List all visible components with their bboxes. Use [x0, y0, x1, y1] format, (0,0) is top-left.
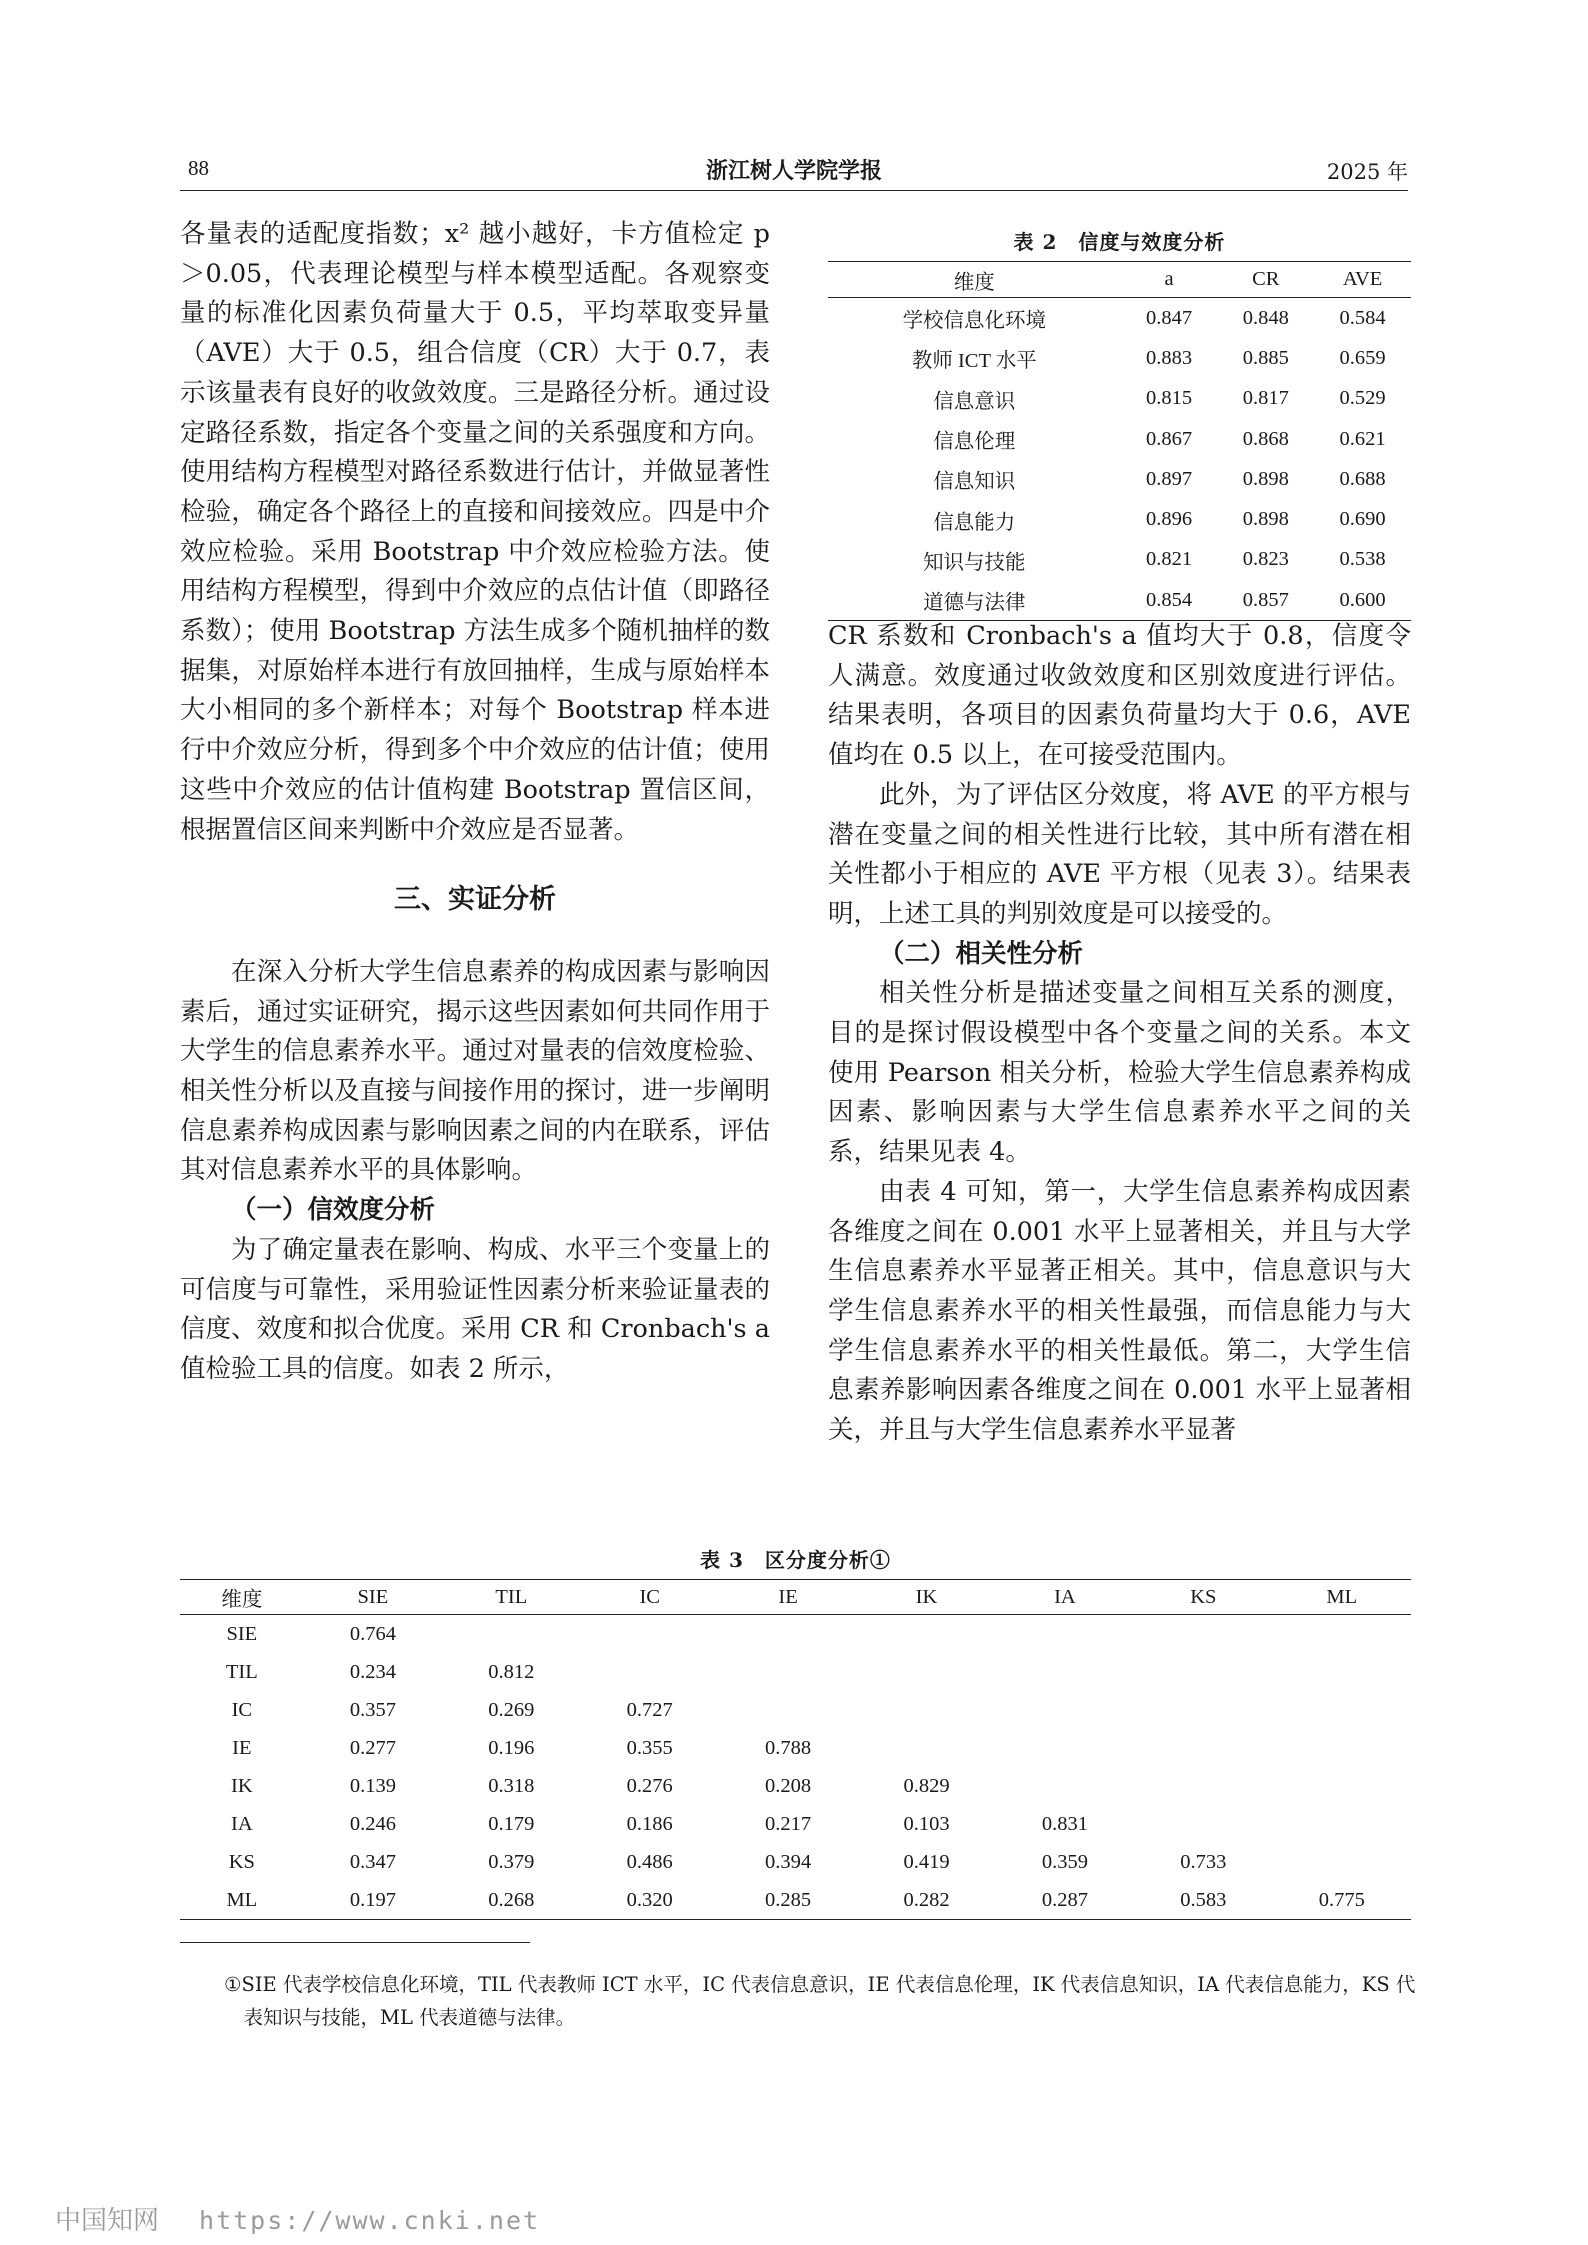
table3-cell: 0.186: [626, 1812, 673, 1835]
table3-cell: 0.320: [626, 1888, 673, 1911]
table3-cell: 0.831: [1041, 1812, 1088, 1835]
table3-cell: 0.775: [1318, 1888, 1365, 1911]
table3-cell: 0.812: [488, 1660, 535, 1683]
table3-cell: [1134, 1653, 1272, 1691]
table3-cell: [1273, 1805, 1411, 1843]
table3-header-cell: IA: [996, 1580, 1134, 1615]
table2-cell: 0.897: [1145, 467, 1193, 490]
table3-cell: 0.486: [626, 1850, 673, 1873]
table2-row: [828, 419, 1411, 459]
table3-cell: 0.287: [1041, 1888, 1088, 1911]
table2-cell: 0.898: [1242, 508, 1289, 531]
table2-row: [828, 580, 1411, 621]
table2-cell: 0.688: [1339, 467, 1386, 490]
table2-cell: 0.600: [1339, 588, 1386, 611]
table2-header-cell: CR: [1217, 262, 1314, 298]
table3-cell: 0.788: [765, 1736, 812, 1759]
table3-cell: 0.217: [765, 1812, 812, 1835]
table2-header-cell: 维度: [828, 262, 1121, 298]
watermark-url: https://www.cnki.net: [199, 2206, 541, 2235]
table3-cell: 0.764: [349, 1622, 396, 1645]
table2-cell: 0.621: [1339, 427, 1386, 450]
table2-header-cell: AVE: [1314, 262, 1411, 298]
table3-header-cell: TIL: [442, 1580, 580, 1615]
body-paragraph: 相关性分析是描述变量之间相互关系的测度，目的是探讨假设模型中各个变量之间的关系。本文使用 Pearson 相关分析，检验大学生信息素养构成因素、影响因素与大学生信息素养水平之间的关系，结果见表 4。: [828, 978, 1411, 1168]
table3-cell: 0.733: [1180, 1850, 1227, 1873]
page-number: 88: [188, 156, 209, 180]
body-paragraph: CR 系数和 Cronbach's a 值均大于 0.8，信度令人满意。效度通过收敛效度和区别效度进行评估。结果表明，各项目的因素负荷量均大于 0.6，AVE 值均在 0.5 以上，在可接受范围内。: [828, 621, 1411, 771]
subsection-title: （二）相关性分析: [879, 938, 1084, 969]
table3-header-cell: IC: [580, 1580, 718, 1615]
table2-cell: 信息伦理: [933, 431, 1016, 454]
publication-year: 2025 年: [1326, 160, 1408, 184]
table3-header-cell: SIE: [304, 1580, 442, 1615]
table2-row: [828, 499, 1411, 539]
table3-cell: [1273, 1729, 1411, 1767]
table3-cell: [996, 1729, 1134, 1767]
table3-cell: 0.318: [488, 1774, 535, 1797]
table3-cell: [1273, 1653, 1411, 1691]
table3-cell: 0.357: [349, 1698, 396, 1721]
table3-cell: [1134, 1729, 1272, 1767]
table3-cell: [580, 1653, 718, 1691]
subsection-title: （一）信效度分析: [231, 1195, 436, 1226]
table2-cell: 0.538: [1339, 548, 1386, 571]
table3-cell: [719, 1615, 857, 1654]
table3-cell: [1134, 1615, 1272, 1654]
watermark: [55, 2200, 540, 2237]
table3-caption: 表 3 区分度分析①: [700, 1548, 891, 1572]
table3-row: [180, 1881, 1411, 1920]
table2-header-cell: a: [1121, 262, 1218, 298]
table2-row: [828, 338, 1411, 378]
table3-cell: 0.276: [626, 1774, 673, 1797]
table3-cell: [996, 1767, 1134, 1805]
journal-title: 浙江树人学院学报: [705, 158, 882, 184]
table3-cell: SIE: [226, 1622, 258, 1645]
table3-cell: 0.583: [1180, 1888, 1227, 1911]
table2-cell: 0.823: [1242, 548, 1289, 571]
table3-header-cell: IE: [719, 1580, 857, 1615]
table2-row: [828, 298, 1411, 339]
table3-header-cell: ML: [1273, 1580, 1411, 1615]
table2-cell: 0.690: [1339, 508, 1386, 531]
table2-cell: 道德与法律: [923, 592, 1026, 615]
table3-cell: 0.829: [903, 1774, 950, 1797]
table3-cell: 0.394: [765, 1850, 812, 1873]
table3-cell: [857, 1729, 995, 1767]
table3-cell: [857, 1653, 995, 1691]
table2-cell: 0.817: [1242, 387, 1289, 410]
table2-cell: 0.868: [1242, 427, 1289, 450]
table3-cell: [580, 1615, 718, 1654]
table2: [828, 261, 1411, 621]
table3-cell: 0.268: [488, 1888, 535, 1911]
watermark-brand: 中国知网: [55, 2206, 160, 2236]
table3-cell: 0.282: [903, 1888, 950, 1911]
body-paragraph: 为了确定量表在影响、构成、水平三个变量上的可信度与可靠性，采用验证性因素分析来验证量表的信度、效度和拟合优度。采用 CR 和 Cronbach's a 值检验工具的信度。如表 2 所示，: [180, 1234, 770, 1384]
table3-cell: [1134, 1767, 1272, 1805]
table3-row: [180, 1767, 1411, 1805]
table3-cell: IK: [231, 1774, 253, 1797]
table3-row: [180, 1729, 1411, 1767]
table3-row: [180, 1843, 1411, 1881]
table3-row: [180, 1653, 1411, 1691]
table3-header-cell: KS: [1134, 1580, 1272, 1615]
table3-cell: [719, 1691, 857, 1729]
table3-cell: 0.379: [488, 1850, 535, 1873]
table2-cell: 信息能力: [933, 511, 1016, 534]
table3-cell: 0.727: [626, 1698, 673, 1721]
table3-cell: [1273, 1615, 1411, 1654]
body-paragraph: 各量表的适配度指数；x² 越小越好，卡方值检定 p＞0.05，代表理论模型与样本模型适配。各观察变量的标准化因素负荷量大于 0.5，平均萃取变异量（AVE）大于 0.5，组合信度（CR）大于 0.7，表示该量表有良好的收敛效度。三是路径分析。通过设定路径系数，指定各个变量之间的关系强度和方向。使用结构方程模型对路径系数进行估计，并做显著性检验，确定各个路径上的直接和间接效应。四是中介效应检验。采用 Bootstrap 中介效应检验方法。使用结构方程模型，得到中介效应的点估计值（即路径系数）；使用 Bootstrap 方法生成多个随机抽样的数据集，对原始样本进行有放回抽样，生成与原始样本大小相同的多个新样本；对每个 Bootstrap 样本进行中介效应分析，得到多个中介效应的估计值；使用这些中介效应的估计值构建 Bootstrap 置信区间，根据置信区间来判断中介效应是否显著。: [180, 219, 770, 845]
table2-cell: 信息意识: [933, 390, 1016, 413]
table3-header-cell: IK: [857, 1580, 995, 1615]
table3-cell: TIL: [225, 1660, 258, 1683]
footnote-divider: [180, 1942, 530, 1943]
table3-cell: 0.347: [349, 1850, 396, 1873]
table2-cell: 0.854: [1145, 588, 1193, 611]
table3-cell: 0.139: [349, 1774, 396, 1797]
table3-header-cell: 维度: [180, 1580, 304, 1615]
table2-cell: 0.848: [1242, 306, 1289, 329]
table3-cell: [857, 1615, 995, 1654]
table3-row: [180, 1805, 1411, 1843]
table3-cell: [996, 1615, 1134, 1654]
table2-cell: 0.815: [1145, 387, 1193, 410]
table3-cell: KS: [228, 1850, 255, 1873]
table2-row: [828, 540, 1411, 580]
table3-cell: IE: [232, 1736, 252, 1759]
table2-cell: 0.821: [1145, 548, 1193, 571]
table3-cell: 0.355: [626, 1736, 673, 1759]
table3-row: [180, 1691, 1411, 1729]
table2-cell: 信息知识: [933, 471, 1016, 494]
table2-caption: 表 2 信度与效度分析: [1013, 230, 1226, 254]
table3-cell: 0.208: [765, 1774, 812, 1797]
table3-cell: 0.179: [488, 1812, 535, 1835]
table3-cell: [1273, 1843, 1411, 1881]
table2-cell: 0.867: [1145, 427, 1193, 450]
table3-cell: 0.103: [903, 1812, 950, 1835]
table3-row: [180, 1615, 1411, 1654]
table3-cell: [857, 1691, 995, 1729]
table2-cell: 学校信息化环境: [902, 310, 1047, 333]
table3-cell: 0.359: [1041, 1850, 1088, 1873]
page-header: [180, 150, 1408, 191]
table3-cell: [996, 1691, 1134, 1729]
table2-cell: 0.847: [1145, 306, 1193, 329]
table3-cell: 0.285: [765, 1888, 812, 1911]
table3-cell: [1134, 1805, 1272, 1843]
table3-cell: [996, 1653, 1134, 1691]
table3-cell: 0.197: [349, 1888, 396, 1911]
table3-cell: IC: [231, 1698, 253, 1721]
table3-cell: IA: [231, 1812, 253, 1835]
table2-cell: 0.659: [1339, 346, 1386, 369]
footnote: ①SIE 代表学校信息化环境，TIL 代表教师 ICT 水平，IC 代表信息意识，IE 代表信息伦理，IK 代表信息知识，IA 代表信息能力，KS 代表知识与技能，ML 代表道德与法律。: [224, 1973, 1416, 2029]
table2-cell: 教师 ICT 水平: [911, 350, 1037, 373]
table3-cell: [1273, 1691, 1411, 1729]
table3-cell: [1134, 1691, 1272, 1729]
table3: [180, 1579, 1411, 1920]
table3-cell: [442, 1615, 580, 1654]
table2-row: [828, 459, 1411, 499]
table3-cell: ML: [226, 1888, 258, 1911]
table3-cell: 0.196: [488, 1736, 535, 1759]
body-paragraph: 此外，为了评估区分效度，将 AVE 的平方根与潜在变量之间的相关性进行比较，其中所有潜在相关性都小于相应的 AVE 平方根（见表 3）。结果表明，上述工具的判别效度是可以接受的。: [828, 779, 1411, 929]
table3-cell: [1273, 1767, 1411, 1805]
table3-cell: 0.246: [349, 1812, 396, 1835]
table3-cell: 0.234: [349, 1660, 396, 1683]
section-title: 三、实证分析: [394, 884, 556, 916]
table2-cell: 0.883: [1145, 346, 1193, 369]
table3-cell: 0.419: [903, 1850, 950, 1873]
left-column: [180, 215, 770, 1390]
table2-cell: 0.529: [1339, 387, 1386, 410]
right-column: [828, 617, 1411, 1451]
table3-cell: 0.277: [349, 1736, 396, 1759]
table2-row: [828, 379, 1411, 419]
body-paragraph: 在深入分析大学生信息素养的构成因素与影响因素后，通过实证研究，揭示这些因素如何共同作用于大学生的信息素养水平。通过对量表的信效度检验、相关性分析以及直接与间接作用的探讨，进一步阐明信息素养构成因素与影响因素之间的内在联系，评估其对信息素养水平的具体影响。: [180, 956, 770, 1186]
body-paragraph: 由表 4 可知，第一，大学生信息素养构成因素各维度之间在 0.001 水平上显著相关，并且与大学生信息素养水平显著正相关。其中，信息意识与大学生信息素养水平的相关性最强，而信息能力与大学生信息素养水平的相关性最低。第二，大学生信息素养影响因素各维度之间在 0.001 水平上显著相关，并且与大学生信息素养水平显著: [828, 1176, 1411, 1446]
table3-cell: [719, 1653, 857, 1691]
table2-cell: 0.896: [1145, 508, 1193, 531]
table2-cell: 知识与技能: [923, 551, 1026, 574]
table2-cell: 0.898: [1242, 467, 1289, 490]
table2-cell: 0.885: [1242, 346, 1289, 369]
table2-cell: 0.857: [1242, 588, 1289, 611]
table2-cell: 0.584: [1339, 306, 1386, 329]
table3-cell: 0.269: [488, 1698, 535, 1721]
